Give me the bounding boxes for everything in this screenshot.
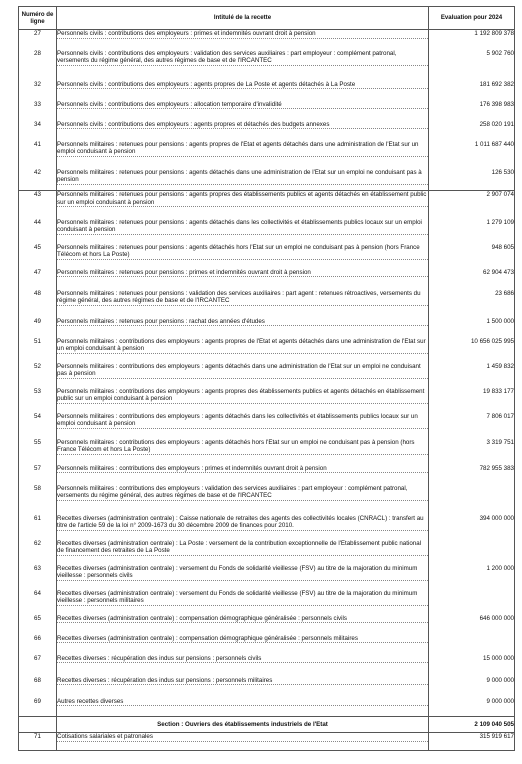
row-value: 7 806 017	[429, 413, 515, 439]
row-value: 394 000 000	[429, 515, 515, 540]
row-label: Recettes diverses (administration centrale) : La Poste : versement de la contribution exceptionnelle de l'Etablissement public national de financement des retraites de La Poste	[57, 540, 428, 556]
row-label: Personnels civils : contributions des employeurs : allocation temporaire d'invalidité	[57, 101, 428, 110]
table-row	[19, 338, 515, 363]
row-value: 176 398 983	[429, 101, 515, 121]
row-label: Personnels militaires : contributions des employeurs : agents propres des établissements publics et agents détachés en établissement public sur un emploi conduisant à pension	[57, 388, 428, 404]
table-row	[19, 30, 515, 50]
row-label: Personnels civils : contributions des employeurs : agents propres de La Poste et agents détachés à La Poste	[57, 81, 428, 90]
row-label: Personnels militaires : contributions des employeurs : primes et indemnités ouvrant droit à pension	[57, 465, 428, 474]
table-row	[19, 290, 515, 318]
table-row	[19, 485, 515, 515]
line-number: 48	[19, 290, 57, 318]
revenue-table	[18, 6, 515, 751]
row-value: 1 192 809 378	[429, 30, 515, 50]
line-number: 63	[19, 565, 57, 590]
row-value: 5 902 760	[429, 50, 515, 81]
section-total: 2 109 040 505	[429, 717, 515, 733]
row-label: Personnels militaires : retenues pour pensions : agents détachés dans les collectivités et établissements publics locaux sur un emploi conduisant à pension	[57, 219, 428, 235]
line-number: 33	[19, 101, 57, 121]
row-label: Personnels civils : contributions des employeurs : agents propres et détachés des budgets annexes	[57, 121, 428, 130]
line-number: 65	[19, 615, 57, 635]
row-value: 1 500 000	[429, 318, 515, 338]
row-label-cell	[57, 290, 429, 318]
row-value: 782 955 383	[429, 465, 515, 485]
row-label: Cotisations salariales et patronales	[57, 733, 428, 742]
row-label-cell	[57, 413, 429, 439]
row-label-cell	[57, 485, 429, 515]
row-value: 126 530	[429, 169, 515, 191]
line-number: 49	[19, 318, 57, 338]
table-row	[19, 318, 515, 338]
row-value: 15 000 000	[429, 655, 515, 677]
row-label-cell	[57, 219, 429, 244]
row-label-cell	[57, 338, 429, 363]
line-number: 52	[19, 363, 57, 388]
row-label-cell	[57, 169, 429, 191]
line-number: 28	[19, 50, 57, 81]
row-label-cell	[57, 565, 429, 590]
row-label: Personnels militaires : contributions des employeurs : agents détachés dans une administration de l'Etat sur un emploi ne conduisant pas à pension	[57, 363, 428, 379]
line-number: 32	[19, 81, 57, 101]
row-label: Recettes diverses : récupération des indus sur pensions : personnels civils	[57, 655, 428, 664]
row-label: Personnels militaires : contributions des employeurs : agents détachés dans les collectivités et établissements publics locaux sur un emploi conduisant à pension	[57, 413, 428, 429]
row-value: 646 000 000	[429, 615, 515, 635]
row-label-cell	[57, 615, 429, 635]
row-value: 258 020 191	[429, 121, 515, 141]
row-value: 1 459 832	[429, 363, 515, 388]
row-label-cell	[57, 101, 429, 121]
row-label: Personnels militaires : retenues pour pensions : agents propres de l'Etat et agents détachés dans une administration de l'Etat sur un emploi conduisant à pension	[57, 141, 428, 157]
row-label-cell	[57, 439, 429, 465]
row-value: 315 919 617	[429, 733, 515, 751]
row-label-cell	[57, 733, 429, 751]
table-row	[19, 515, 515, 540]
line-number: 54	[19, 413, 57, 439]
row-value	[429, 485, 515, 515]
line-number: 62	[19, 540, 57, 565]
row-value: 9 000 000	[429, 677, 515, 698]
line-number: 34	[19, 121, 57, 141]
row-label-cell	[57, 318, 429, 338]
line-number: 68	[19, 677, 57, 698]
row-label: Recettes diverses (administration centrale) : compensation démographique généralisée : personnels militaires	[57, 635, 428, 644]
row-label: Recettes diverses (administration centrale) : Caisse nationale de retraites des agents des collectivités locales (CNRACL) : transfert au titre de l'article 59 de la loi n° 2009-1673 du 30 décembre 2009 de finances pour 2010.	[57, 515, 428, 531]
row-label-cell	[57, 141, 429, 169]
row-label: Autres recettes diverses	[57, 698, 428, 707]
row-label: Personnels militaires : contributions des employeurs : agents propres de l'Etat et agents détachés dans une administration de l'Etat sur un emploi conduisant à pension	[57, 338, 428, 354]
line-number: 45	[19, 244, 57, 269]
row-value: 62 904 473	[429, 269, 515, 290]
line-number: 47	[19, 269, 57, 290]
row-label-cell	[57, 244, 429, 269]
row-label-cell	[57, 465, 429, 485]
row-value: 1 011 687 440	[429, 141, 515, 169]
header-label: Intitulé de la recette	[57, 7, 429, 30]
line-number: 51	[19, 338, 57, 363]
row-value: 2 907 074	[429, 191, 515, 219]
row-value: 181 692 382	[429, 81, 515, 101]
line-number: 27	[19, 30, 57, 50]
table-row	[19, 269, 515, 290]
row-label: Personnels civils : contributions des employeurs : primes et indemnités ouvrant droit à pension	[57, 30, 428, 39]
line-number: 43	[19, 191, 57, 219]
table-row	[19, 363, 515, 388]
line-number: 57	[19, 465, 57, 485]
row-value: 1 200 000	[429, 565, 515, 590]
row-value: 3 319 751	[429, 439, 515, 465]
table-row	[19, 635, 515, 655]
row-label-cell	[57, 388, 429, 413]
row-label: Personnels militaires : retenues pour pensions : agents détachés hors l'Etat sur un emploi ne conduisant pas à pension (hors France Télécom et hors La Poste)	[57, 244, 428, 260]
row-label: Recettes diverses (administration centrale) : versement du Fonds de solidarité vieillesse (FSV) au titre de la majoration du minimum vieillesse : personnels militaires	[57, 590, 428, 606]
row-label-cell	[57, 677, 429, 698]
row-label: Recettes diverses (administration centrale) : versement du Fonds de solidarité vieillesse (FSV) au titre de la majoration du minimum vieillesse : personnels civils	[57, 565, 428, 581]
row-value	[429, 590, 515, 615]
line-number: 41	[19, 141, 57, 169]
line-number: 61	[19, 515, 57, 540]
row-label-cell	[57, 655, 429, 677]
table-row	[19, 565, 515, 590]
table-row	[19, 219, 515, 244]
table-row	[19, 50, 515, 81]
table-row	[19, 733, 515, 751]
line-number: 71	[19, 733, 57, 751]
table-row	[19, 677, 515, 698]
line-number: 64	[19, 590, 57, 615]
row-label-cell	[57, 515, 429, 540]
table-row	[19, 101, 515, 121]
row-label: Personnels militaires : retenues pour pensions : agents détachés dans une administration de l'Etat sur un emploi ne conduisant pas à pension	[57, 169, 428, 185]
table-row	[19, 439, 515, 465]
table-row	[19, 655, 515, 677]
table-row	[19, 169, 515, 191]
table-row	[19, 388, 515, 413]
row-label-cell	[57, 590, 429, 615]
table-row	[19, 540, 515, 565]
row-label: Personnels militaires : retenues pour pensions : rachat des années d'études	[57, 318, 428, 327]
row-value: 9 000 000	[429, 698, 515, 717]
section-empty-cell	[19, 717, 57, 733]
row-value: 19 833 177	[429, 388, 515, 413]
row-label: Personnels militaires : retenues pour pensions : validation des services auxiliaires : part agent : retenues rétroactives, versements du régime général, des autres régimes de base et de l'IRCANTEC	[57, 290, 428, 306]
table-row	[19, 698, 515, 717]
section-row	[19, 717, 515, 733]
row-label-cell	[57, 81, 429, 101]
table-row	[19, 413, 515, 439]
row-label: Personnels militaires : retenues pour pensions : agents propres des établissements publics et agents détachés en établissement public sur un emploi conduisant à pension	[57, 191, 427, 206]
row-value	[429, 540, 515, 565]
table-header-row	[19, 7, 515, 30]
row-label-cell	[57, 635, 429, 655]
row-value: 1 279 109	[429, 219, 515, 244]
row-label: Personnels militaires : retenues pour pensions : primes et indemnités ouvrant droit à pension	[57, 269, 428, 278]
table-row	[19, 141, 515, 169]
table-row	[19, 121, 515, 141]
line-number: 42	[19, 169, 57, 191]
row-label-cell	[57, 269, 429, 290]
table-row	[19, 615, 515, 635]
row-label: Recettes diverses : récupération des indus sur pensions : personnels militaires	[57, 677, 428, 686]
row-value: 10 656 025 995	[429, 338, 515, 363]
table-row	[19, 590, 515, 615]
row-label-cell	[57, 540, 429, 565]
row-label: Personnels militaires : contributions des employeurs : agents détachés hors l'Etat sur un emploi ne conduisant pas à pension (hors France Télécom et hors La Poste)	[57, 439, 428, 455]
line-number: 53	[19, 388, 57, 413]
table-body	[19, 30, 515, 751]
row-label-cell	[57, 363, 429, 388]
section-label: Section : Ouvriers des établissements industriels de l'Etat	[57, 717, 429, 733]
table-row	[19, 465, 515, 485]
table-row	[19, 81, 515, 101]
row-label: Personnels civils : contributions des employeurs : validation des services auxiliaires : part employeur : complément patronal, versements du régime général, des autres régimes de base et de l'IRCANTEC	[57, 50, 428, 66]
line-number: 58	[19, 485, 57, 515]
header-evaluation: Evaluation pour 2024	[429, 7, 515, 30]
line-number: 67	[19, 655, 57, 677]
row-label-cell	[57, 191, 429, 219]
row-label-cell	[57, 30, 429, 50]
header-line-number: Numéro de ligne	[19, 7, 57, 30]
row-label-cell	[57, 698, 429, 717]
row-label: Personnels militaires : contributions des employeurs : validation des services auxiliaires : part employeur : complément patronal, versements du régime général, des autres régimes de base et de l'IRCANTEC	[57, 485, 428, 501]
row-label: Recettes diverses (administration centrale) : compensation démographique généralisée : personnels civils	[57, 615, 428, 624]
line-number: 55	[19, 439, 57, 465]
row-label-cell	[57, 50, 429, 81]
row-value	[429, 635, 515, 655]
line-number: 69	[19, 698, 57, 717]
row-value: 948 605	[429, 244, 515, 269]
table-row	[19, 244, 515, 269]
row-value: 23 686	[429, 290, 515, 318]
table-row	[19, 191, 515, 219]
row-label-cell	[57, 121, 429, 141]
line-number: 66	[19, 635, 57, 655]
line-number: 44	[19, 219, 57, 244]
